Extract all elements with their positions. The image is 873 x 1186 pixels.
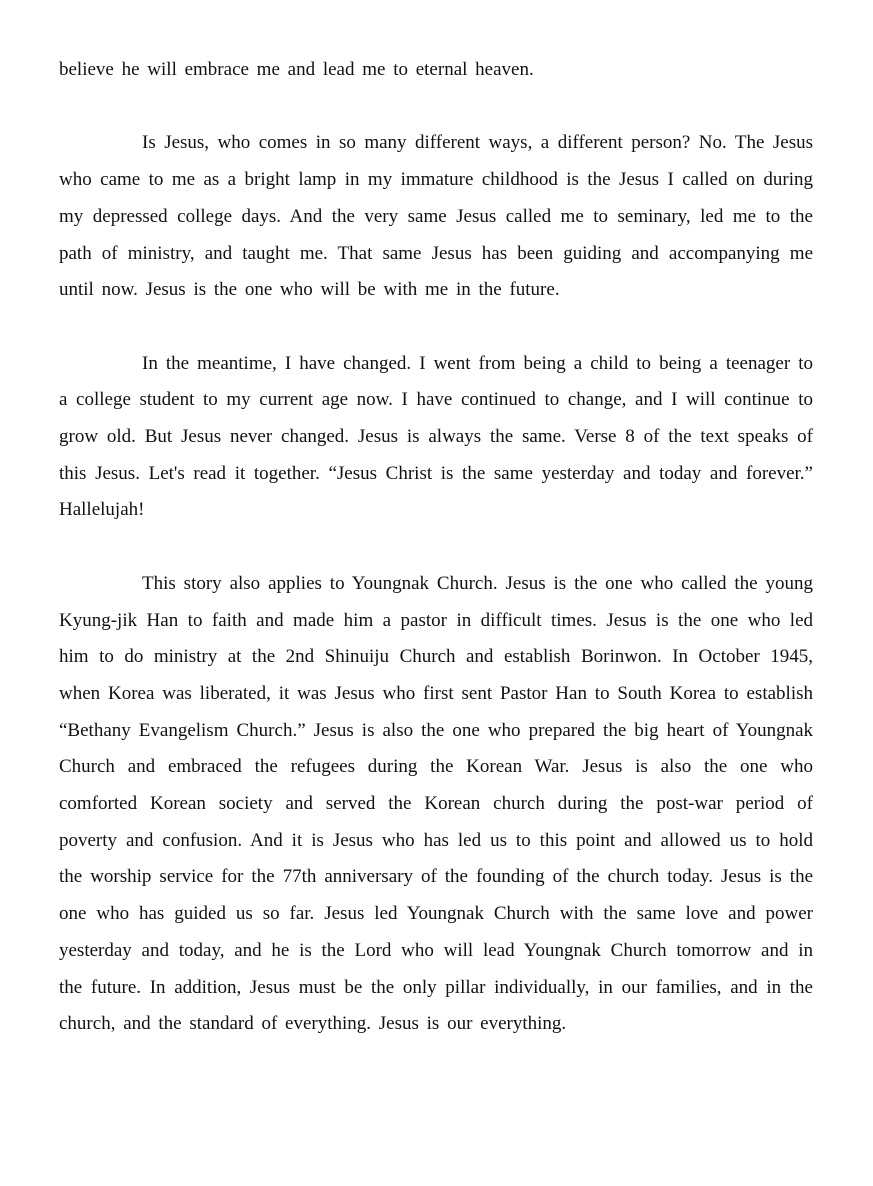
paragraph-1: believe he will embrace me and lead me to eternal heaven.	[59, 59, 534, 80]
paragraph-2: Is Jesus, who comes in so many different ways, a different person? No. The Jesus who came to me as a bright lamp in my immature childhood is the Jesus I called on during my depressed college days. And the very same Jesus called me to seminary, led me to the path of ministry, and taught me. That same Jesus has been guiding and accompanying me until now. Jesus is the one who will be with me in the future.	[59, 132, 813, 301]
paragraph-gap	[59, 89, 813, 126]
document-page	[59, 52, 813, 1043]
paragraph-4: This story also applies to Youngnak Church. Jesus is the one who called the young Kyung-jik Han to faith and made him a pastor in difficult times. Jesus is the one who led him to do ministry at the 2nd Shinuiju Church and establish Borinwon. In October 1945, when Korea was liberated, it was Jesus who first sent Pastor Han to South Korea to establish “Bethany Evangelism Church.” Jesus is also the one who prepared the big heart of Youngnak Church and embraced the refugees during the Korean War. Jesus is also the one who comforted Korean society and served the Korean church during the post-war period of poverty and confusion. And it is Jesus who has led us to this point and allowed us to hold the worship service for the 77th anniversary of the founding of the church today. Jesus is the one who has guided us so far. Jesus led Youngnak Church with the same love and power yesterday and today, and he is the Lord who will lead Youngnak Church tomorrow and in the future. In addition, Jesus must be the only pillar individually, in our families, and in the church, and the standard of everything. Jesus is our everything.	[59, 572, 813, 1035]
paragraph-gap	[59, 529, 813, 566]
paragraph-3: In the meantime, I have changed. I went from being a child to being a teenager to a college student to my current age now. I have continued to change, and I will continue to grow old. But Jesus never changed. Jesus is always the same. Verse 8 of the text speaks of this Jesus. Let's read it together. “Jesus Christ is the same yesterday and today and forever.” Hallelujah!	[59, 352, 813, 521]
paragraph-gap	[59, 309, 813, 346]
